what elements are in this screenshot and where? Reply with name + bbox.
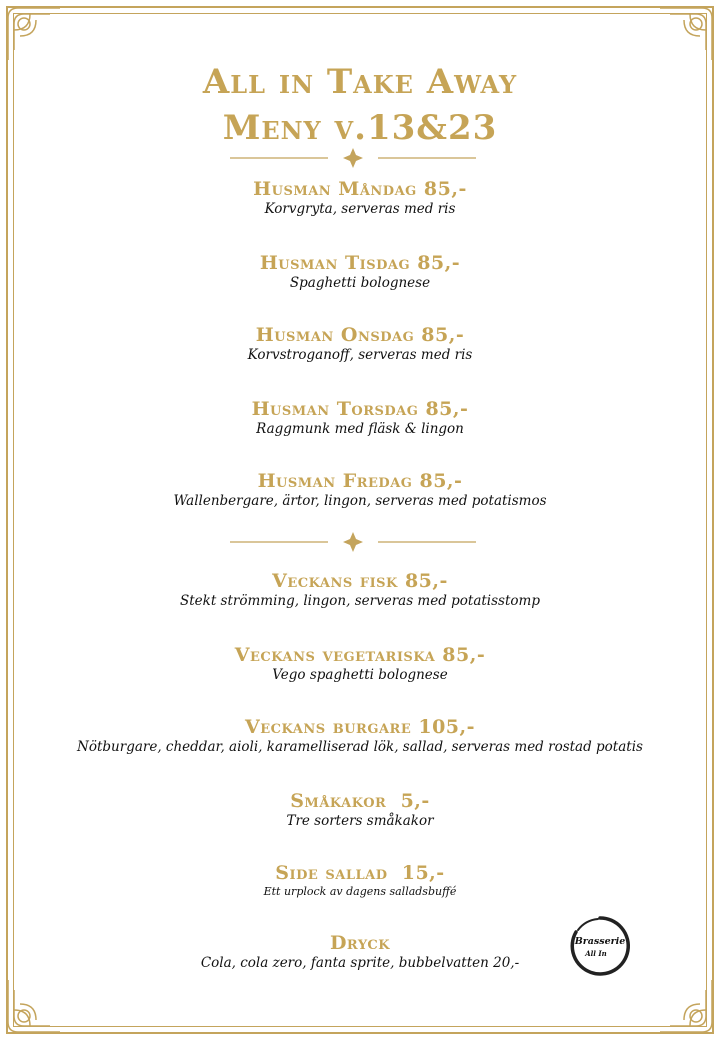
menu-item-name: Veckans burgare 105,-: [244, 716, 476, 738]
menu-item-side-salad: [0, 862, 720, 900]
menu-item-desc: Ett urplock av dagens salladsbuffé: [263, 885, 457, 898]
menu-item-name: Husman Måndag 85,-: [253, 178, 467, 200]
menu-item-fish: [0, 570, 720, 610]
menu-item-desc: Vego spaghetti bolognese: [272, 667, 448, 683]
menu-item-thursday: [0, 398, 720, 438]
menu-item-desc: Nötburgare, cheddar, aioli, karamelliserad lök, sallad, serveras med rostad potatis: [77, 739, 643, 755]
menu-item-name: Side sallad 15,-: [275, 862, 445, 884]
menu-item-desc: Tre sorters småkakor: [286, 813, 434, 829]
menu-subtitle: Meny v.13&23: [222, 108, 498, 148]
menu-item-name: Husman Fredag 85,-: [257, 470, 463, 492]
divider-star-icon: [228, 532, 478, 552]
menu-item-desc: Cola, cola zero, fanta sprite, bubbelvatten 20,-: [200, 955, 520, 971]
menu-item-name: Husman Tisdag 85,-: [259, 252, 461, 274]
logo-line2: All In: [585, 949, 607, 958]
menu-item-vegetarian: [0, 644, 720, 684]
menu-item-desc: Spaghetti bolognese: [289, 275, 431, 291]
menu-item-name: Husman Torsdag 85,-: [251, 398, 469, 420]
brasserie-logo: [568, 914, 632, 978]
brush-circle-icon: [568, 914, 632, 978]
menu-item-desc: Stekt strömming, lingon, serveras med potatisstomp: [180, 593, 540, 609]
menu-item-cookies: [0, 790, 720, 830]
menu-item-name: Dryck: [329, 932, 391, 954]
menu-title: All in Take Away: [202, 62, 518, 102]
logo-line1: Brasserie: [574, 936, 626, 947]
menu-item-desc: Korvstroganoff, serveras med ris: [247, 347, 473, 363]
menu-item-name: Småkakor 5,-: [290, 790, 430, 812]
menu-item-friday: [0, 470, 720, 510]
menu-item-name: Husman Onsdag 85,-: [255, 324, 465, 346]
menu-item-desc: Korvgryta, serveras med ris: [264, 201, 456, 217]
menu-item-desc: Wallenbergare, ärtor, lingon, serveras med potatismos: [173, 493, 547, 509]
corner-ornament-icon: [0, 970, 70, 1040]
menu-item-tuesday: [0, 252, 720, 292]
menu-item-desc: Raggmunk med fläsk & lingon: [256, 421, 464, 437]
menu-item-name: Veckans vegetariska 85,-: [234, 644, 486, 666]
menu-item-name: Veckans fisk 85,-: [272, 570, 448, 592]
divider-star-icon: [228, 148, 478, 168]
menu-item-burger: [0, 716, 720, 756]
menu-item-monday: [0, 178, 720, 218]
corner-ornament-icon: [650, 970, 720, 1040]
menu-item-wednesday: [0, 324, 720, 364]
